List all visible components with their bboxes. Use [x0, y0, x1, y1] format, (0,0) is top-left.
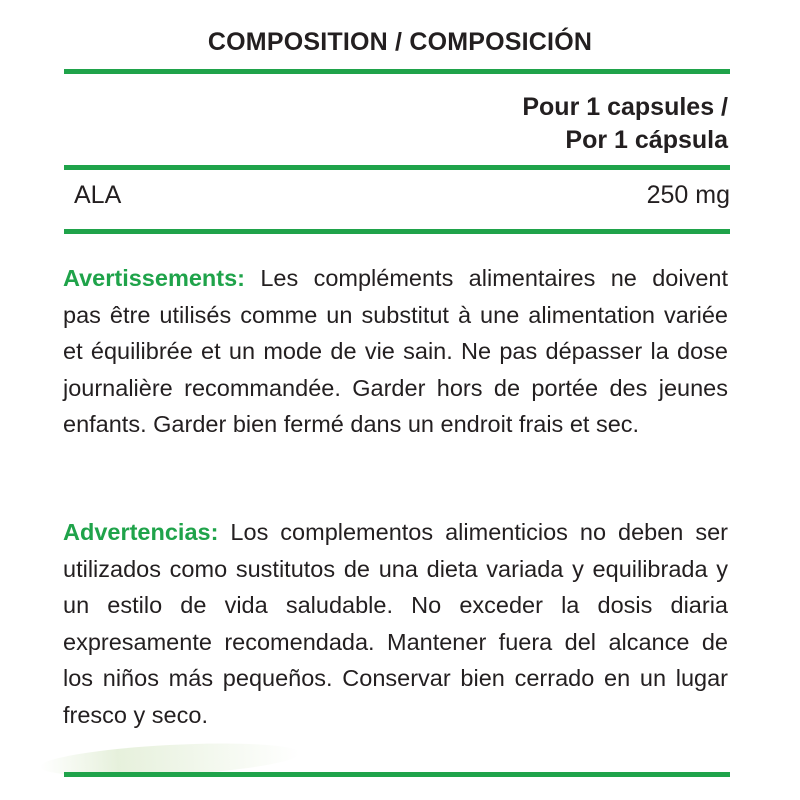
warnings-es-label: Advertencias:: [63, 519, 219, 545]
per-serving-es: Por 1 cápsula: [565, 126, 728, 154]
warnings-fr-label: Avertissements:: [63, 265, 245, 291]
ingredient-amount: 250 mg: [646, 181, 730, 209]
per-serving-header: [522, 91, 728, 157]
composition-title: COMPOSITION / COMPOSICIÓN: [207, 28, 593, 56]
footer-divider: [64, 772, 730, 777]
table-bottom-divider: [64, 229, 730, 234]
warnings-fr-paragraph: [63, 260, 728, 443]
warnings-es-text: Los complementos alimenticios no deben ser utilizados como sustitutos de una dieta variada y equilibrada y un estilo de vida saludable. No exceder la dosis diaria expresamente recomendada. Mantener fuera del alcance de los niños más pequeños. Conservar bien cerrado en un lugar fresco y seco.: [63, 519, 728, 728]
warnings-es-paragraph: [63, 514, 728, 734]
ingredient-name: ALA: [74, 181, 122, 209]
header-divider: [64, 69, 730, 74]
table-header-divider: [64, 165, 730, 170]
warnings-fr-text: Les compléments alimentaires ne doivent pas être utilisés comme un substitut à une alimentation variée et équilibrée et un mode de vie sain. Ne pas dépasser la dose journalière recommandée. Garder hors de portée des jeunes enfants. Garder bien fermé dans un endroit frais et sec.: [63, 265, 728, 438]
per-serving-fr: Pour 1 capsules /: [522, 93, 728, 121]
